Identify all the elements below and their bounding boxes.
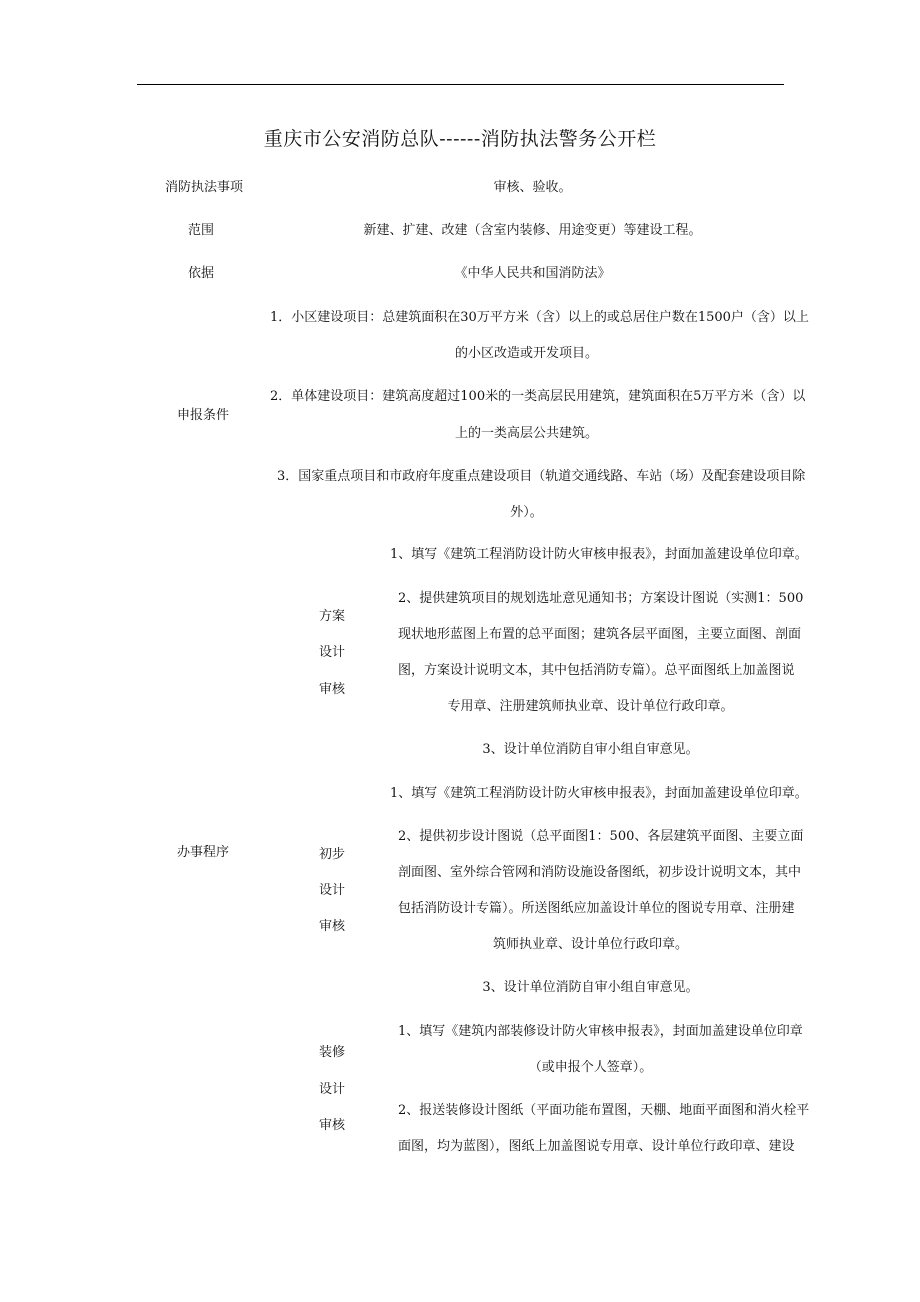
stage-3-step-2-line-1: 2、报送装修设计图纸（平面功能布置图，天棚、地面平面图和消火栓平 <box>398 1103 810 1118</box>
stage-3-step-2-line-2: 面图，均为蓝图），图纸上加盖图说专用章、设计单位行政印章、建设 <box>398 1139 795 1154</box>
stage-1-step-2-line-1: 2、提供建筑项目的规划选址意见通知书；方案设计图说（实测1：500 <box>398 591 804 606</box>
label-basis: 依据 <box>188 266 215 281</box>
stage-2-name-line-3: 审核 <box>319 919 346 934</box>
value-basis: 《中华人民共和国消防法》 <box>454 266 611 281</box>
stage-3-name-line-1: 装修 <box>319 1045 346 1060</box>
label-matter: 消防执法事项 <box>165 180 244 195</box>
header-rule <box>137 84 784 85</box>
stage-2-name-line-2: 设计 <box>319 883 346 898</box>
value-matter: 审核、验收。 <box>493 180 572 195</box>
condition-2-line-1: 2．单体建设项目：建筑高度超过100米的一类高层民用建筑，建筑面积在5万平方米（含）以 <box>270 389 806 404</box>
condition-3-line-2: 外）。 <box>510 505 543 520</box>
stage-2-step-2-line-1: 2、提供初步设计图说（总平面图1：500、各层建筑平面图、主要立面 <box>398 829 804 844</box>
stage-1-name-line-1: 方案 <box>319 609 346 624</box>
value-scope: 新建、扩建、改建（含室内装修、用途变更）等建设工程。 <box>363 223 702 238</box>
condition-2-line-2: 上的一类高层公共建筑。 <box>454 426 598 441</box>
stage-1-step-3: 3、设计单位消防自审小组自审意见。 <box>482 742 699 757</box>
condition-1-line-2: 的小区改造或开发项目。 <box>454 346 598 361</box>
stage-3-name-line-2: 设计 <box>319 1082 346 1097</box>
stage-1-name-line-3: 审核 <box>319 682 346 697</box>
stage-2-step-3: 3、设计单位消防自审小组自审意见。 <box>482 980 699 995</box>
stage-3-name-line-3: 审核 <box>319 1118 346 1133</box>
stage-1-name-line-2: 设计 <box>319 645 346 660</box>
condition-1-line-1: 1．小区建设项目：总建筑面积在30万平方米（含）以上的或总居住户数在1500户（含）以上 <box>270 310 809 325</box>
stage-1-step-2-line-4: 专用章、注册建筑师执业章、设计单位行政印章。 <box>447 699 734 714</box>
label-scope: 范围 <box>188 223 215 238</box>
stage-2-step-1: 1、填写《建筑工程消防设计防火审核申报表》，封面加盖建设单位印章。 <box>390 786 808 801</box>
stage-1-step-1: 1、填写《建筑工程消防设计防火审核申报表》，封面加盖建设单位印章。 <box>390 547 808 562</box>
stage-2-step-2-line-2: 剖面图、室外综合管网和消防设施设备图纸，初步设计说明文本，其中 <box>398 865 802 880</box>
label-conditions: 申报条件 <box>177 408 230 423</box>
condition-3-line-1: 3．国家重点项目和市政府年度重点建设项目（轨道交通线路、车站（场）及配套建设项目除 <box>277 469 806 484</box>
stage-1-step-2-line-3: 图，方案设计说明文本，其中包括消防专篇）。总平面图纸上加盖图说 <box>398 663 795 678</box>
stage-2-step-2-line-4: 筑师执业章、设计单位行政印章。 <box>492 937 688 952</box>
stage-1-step-2-line-2: 现状地形蓝图上布置的总平面图；建筑各层平面图，主要立面图、剖面 <box>398 627 802 642</box>
stage-3-step-1-line-2: （或申报个人签章）。 <box>528 1060 653 1075</box>
stage-3-step-1-line-1: 1、填写《建筑内部装修设计防火审核申报表》，封面加盖建设单位印章 <box>398 1024 803 1039</box>
page-title: 重庆市公安消防总队------消防执法警务公开栏 <box>263 128 657 150</box>
label-procedure: 办事程序 <box>177 845 230 860</box>
stage-2-name-line-1: 初步 <box>319 847 346 862</box>
stage-2-step-2-line-3: 包括消防设计专篇）。所送图纸应加盖设计单位的图说专用章、注册建 <box>398 901 795 916</box>
